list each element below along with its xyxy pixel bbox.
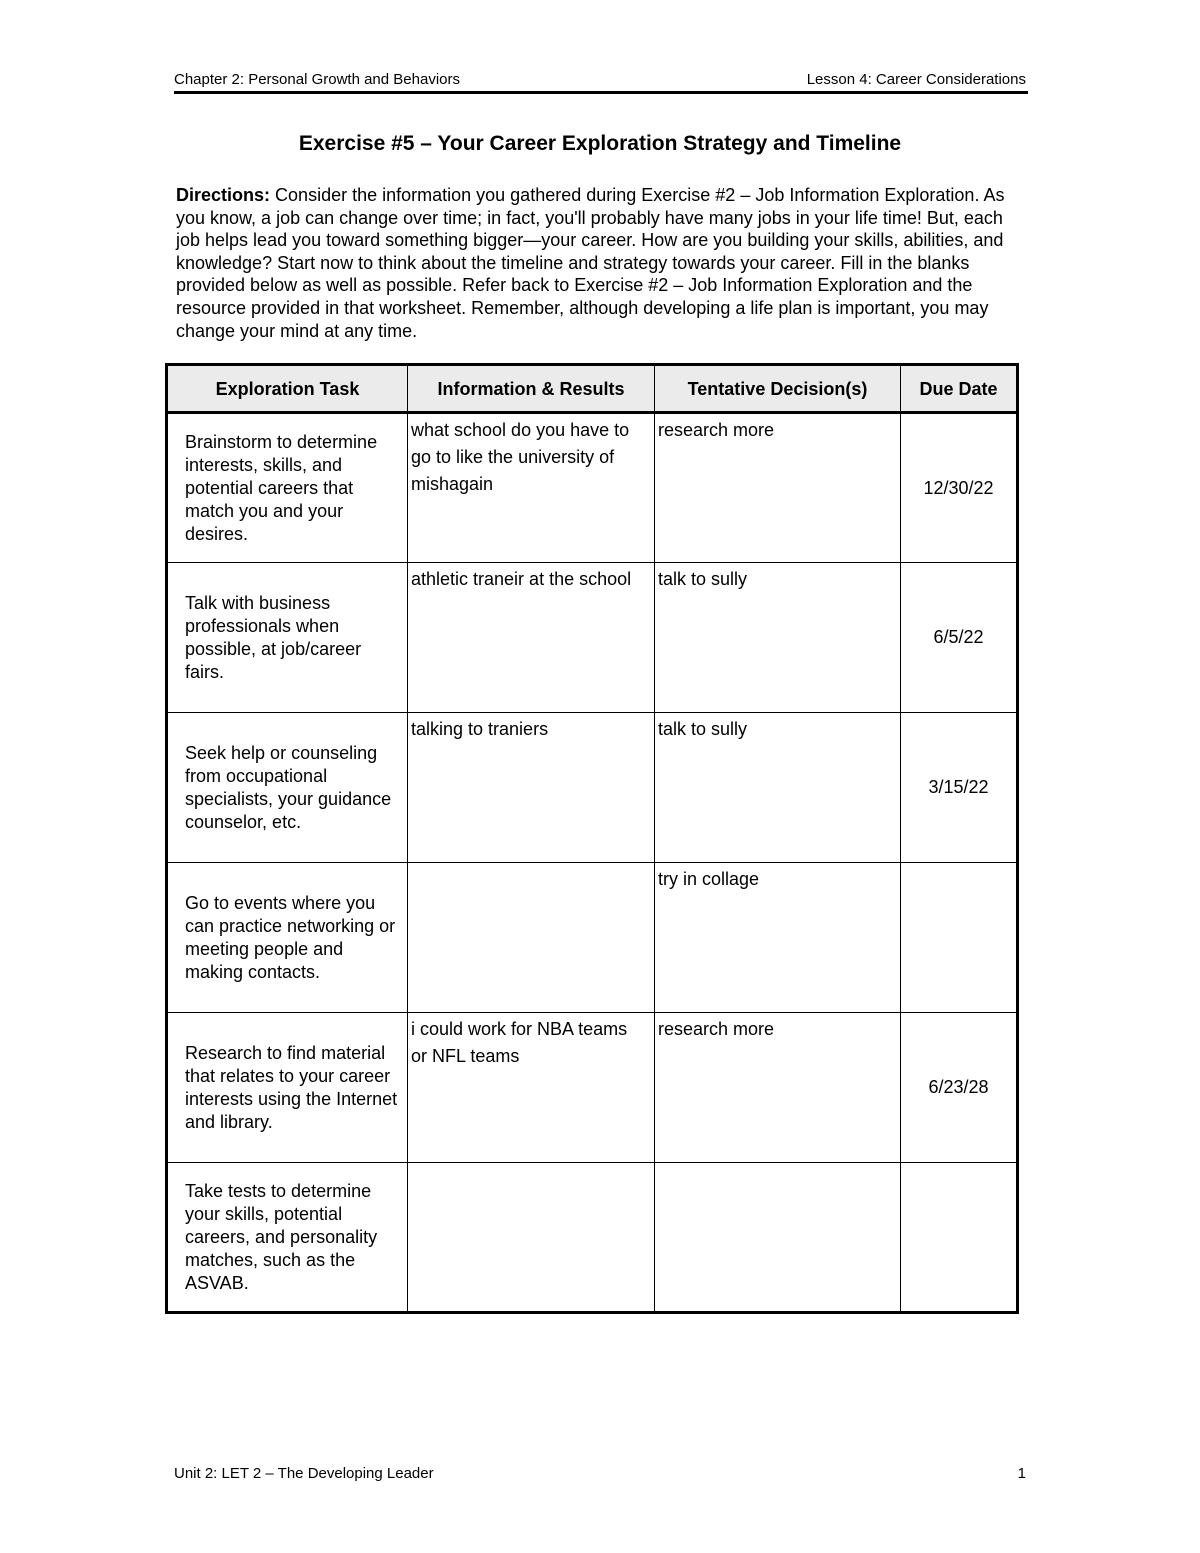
- directions-text: Consider the information you gathered during Exercise #2 – Job Information Exploration. As you know, a job can change over time; in fact, you'll probably have many jobs in your life time! But, each job helps lead you toward something bigger—your career. How are you building your skills, abilities, and knowledge? Start now to think about the timeline and strategy towards your career. Fill in the blanks provided below as well as possible. Refer back to Exercise #2 – Job Information Exploration and the resource provided in that worksheet. Remember, although developing a life plan is important, you may change your mind at any time.: [176, 185, 1005, 341]
- due-date-cell[interactable]: 12/30/22: [901, 413, 1018, 563]
- page-number: 1: [1017, 1465, 1026, 1482]
- unit-label: Unit 2: LET 2 – The Developing Leader: [174, 1465, 434, 1482]
- directions-label: Directions:: [176, 185, 271, 205]
- table-row: [167, 863, 1018, 1013]
- table-row: [167, 1013, 1018, 1163]
- chapter-label: Chapter 2: Personal Growth and Behaviors: [174, 71, 460, 88]
- due-date-cell[interactable]: 6/5/22: [901, 563, 1018, 713]
- table-row: [167, 1163, 1018, 1313]
- col-header-decision: Tentative Decision(s): [655, 365, 901, 413]
- directions-paragraph: [176, 184, 1026, 342]
- exercise-title: Exercise #5 – Your Career Exploration Strategy and Timeline: [298, 132, 902, 155]
- task-cell: Research to find material that relates to your career interests using the Internet and library.: [167, 1013, 408, 1163]
- decision-cell[interactable]: research more: [655, 1013, 901, 1163]
- exploration-table: [165, 363, 1019, 1314]
- info-cell[interactable]: i could work for NBA teams or NFL teams: [408, 1013, 655, 1163]
- decision-cell[interactable]: talk to sully: [655, 563, 901, 713]
- task-cell: Go to events where you can practice networking or meeting people and making contacts.: [167, 863, 408, 1013]
- info-cell[interactable]: what school do you have to go to like the university of mishagain: [408, 413, 655, 563]
- decision-cell[interactable]: try in collage: [655, 863, 901, 1013]
- due-date-cell[interactable]: 3/15/22: [901, 713, 1018, 863]
- table-row: [167, 713, 1018, 863]
- page-footer: [174, 1464, 1026, 1484]
- decision-cell[interactable]: talk to sully: [655, 713, 901, 863]
- task-cell: Brainstorm to determine interests, skills, and potential careers that match you and your desires.: [167, 413, 408, 563]
- info-cell[interactable]: [408, 1163, 655, 1313]
- col-header-info: Information & Results: [408, 365, 655, 413]
- info-cell[interactable]: athletic traneir at the school: [408, 563, 655, 713]
- due-date-cell[interactable]: [901, 863, 1018, 1013]
- task-cell: Seek help or counseling from occupational specialists, your guidance counselor, etc.: [167, 713, 408, 863]
- task-cell: Talk with business professionals when possible, at job/career fairs.: [167, 563, 408, 713]
- table-header-row: [167, 365, 1018, 413]
- col-header-task: Exploration Task: [167, 365, 408, 413]
- col-header-due: Due Date: [901, 365, 1018, 413]
- task-cell: Take tests to determine your skills, potential careers, and personality matches, such as the ASVAB.: [167, 1163, 408, 1313]
- due-date-cell[interactable]: [901, 1163, 1018, 1313]
- info-cell[interactable]: [408, 863, 655, 1013]
- page-header: [174, 70, 1026, 90]
- info-cell[interactable]: talking to traniers: [408, 713, 655, 863]
- decision-cell[interactable]: [655, 1163, 901, 1313]
- due-date-cell[interactable]: 6/23/28: [901, 1013, 1018, 1163]
- table-row: [167, 563, 1018, 713]
- decision-cell[interactable]: research more: [655, 413, 901, 563]
- header-rule: [174, 91, 1028, 94]
- table-row: [167, 413, 1018, 563]
- lesson-label: Lesson 4: Career Considerations: [806, 71, 1026, 88]
